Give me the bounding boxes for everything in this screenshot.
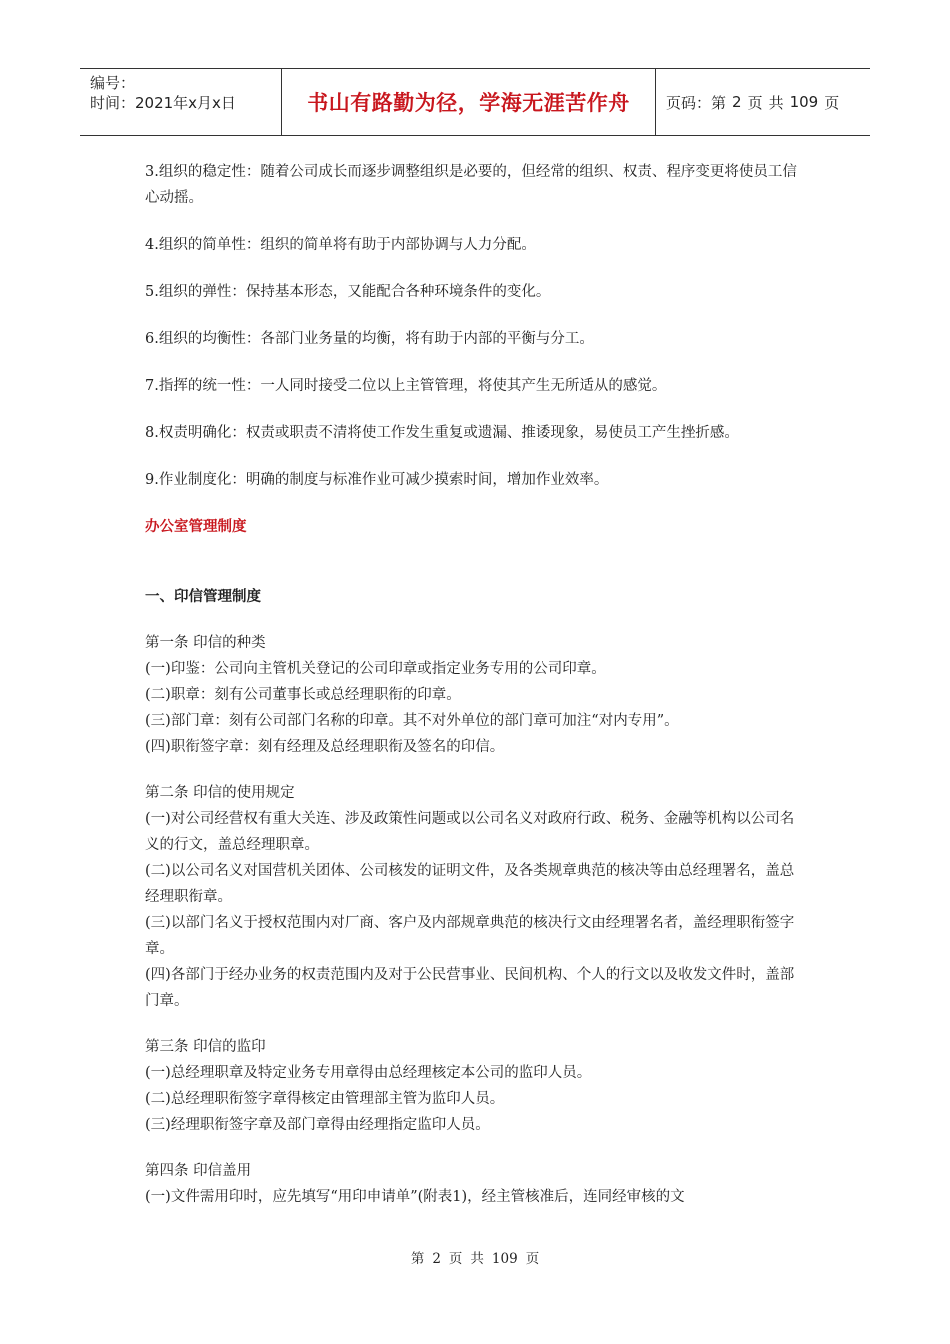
article-title: 第四条 印信盖用 bbox=[145, 1163, 252, 1179]
footer-page-total: 109 bbox=[491, 1251, 518, 1267]
footer-page-current: 2 bbox=[432, 1251, 441, 1267]
article-item: (三)以部门名义于授权范围内对厂商、客户及内部规章典范的核决行文由经理署名者，盖经理职衔签字章。 bbox=[145, 915, 795, 957]
page-info-total: 109 bbox=[789, 93, 819, 111]
article-item: (一)印鉴：公司向主管机关登记的公司印章或指定业务专用的公司印章。 bbox=[145, 661, 606, 677]
section-title: 一、印信管理制度 bbox=[145, 589, 261, 605]
article-item: (一)文件需用印时，应先填写“用印申请单”(附表1)，经主管核准后，连同经审核的文 bbox=[145, 1189, 685, 1205]
time-label: 时间：2021年x月x日 bbox=[90, 94, 236, 112]
article-title: 第二条 印信的使用规定 bbox=[145, 785, 295, 801]
article bbox=[145, 1158, 805, 1210]
page-info-text: 页码：第 bbox=[666, 93, 727, 112]
article-title: 第三条 印信的监印 bbox=[145, 1039, 266, 1055]
article-item: (二)总经理职衔签字章得核定由管理部主管为监印人员。 bbox=[145, 1091, 505, 1107]
article-item: (四)各部门于经办业务的权责范围内及对于公民营事业、民间机构、个人的行文以及收发文件时，盖部门章。 bbox=[145, 967, 795, 1009]
page-info-text: 共 bbox=[768, 93, 784, 112]
paragraph: 3.组织的稳定性：随着公司成长而逐步调整组织是必要的，但经常的组织、权责、程序变更将使员工信心动摇。 bbox=[145, 164, 797, 206]
number-label: 编号： bbox=[90, 74, 136, 92]
footer-text: 共 bbox=[470, 1251, 484, 1267]
article-item: (三)部门章：刻有公司部门名称的印章。其不对外单位的部门章可加注“对内专用”。 bbox=[145, 713, 679, 729]
page-footer bbox=[0, 1247, 950, 1267]
paragraph: 4.组织的简单性：组织的简单将有助于内部协调与人力分配。 bbox=[145, 237, 536, 253]
article bbox=[145, 630, 805, 760]
header-slogan: 书山有路勤为径，学海无涯苦作舟 bbox=[282, 69, 656, 135]
paragraph: 5.组织的弹性：保持基本形态，又能配合各种环境条件的变化。 bbox=[145, 284, 551, 300]
article bbox=[145, 1034, 805, 1138]
footer-text: 页 bbox=[448, 1251, 463, 1267]
article-item: (四)职衔签字章：刻有经理及总经理职衔及签名的印信。 bbox=[145, 739, 505, 755]
article-item: (二)职章：刻有公司董事长或总经理职衔的印章。 bbox=[145, 687, 461, 703]
article-item: (一)总经理职章及特定业务专用章得由总经理核定本公司的监印人员。 bbox=[145, 1065, 592, 1081]
red-section-title: 办公室管理制度 bbox=[145, 519, 247, 535]
document-body bbox=[145, 159, 805, 1210]
page-info-text: 页 bbox=[747, 93, 763, 112]
paragraph: 9.作业制度化：明确的制度与标准作业可减少摸索时间，增加作业效率。 bbox=[145, 472, 609, 488]
paragraph: 8.权责明确化：权责或职责不清将使工作发生重复或遗漏、推诿现象，易使员工产生挫折感。 bbox=[145, 425, 739, 441]
page-info-text: 页 bbox=[824, 93, 840, 112]
paragraph: 7.指挥的统一性：一人同时接受二位以上主管管理，将使其产生无所适从的感觉。 bbox=[145, 378, 667, 394]
header-meta bbox=[80, 69, 282, 135]
page-info-current: 2 bbox=[732, 93, 742, 111]
page-header bbox=[80, 68, 870, 136]
article-item: (一)对公司经营权有重大关连、涉及政策性问题或以公司名义对政府行政、税务、金融等机构以公司名义的行文，盖总经理职章。 bbox=[145, 811, 795, 853]
footer-text: 页 bbox=[525, 1251, 540, 1267]
footer-text: 第 bbox=[410, 1251, 425, 1267]
article-item: (三)经理职衔签字章及部门章得由经理指定监印人员。 bbox=[145, 1117, 490, 1133]
article-title: 第一条 印信的种类 bbox=[145, 635, 266, 651]
paragraph: 6.组织的均衡性：各部门业务量的均衡，将有助于内部的平衡与分工。 bbox=[145, 331, 594, 347]
header-page-info bbox=[656, 69, 870, 135]
article-item: (二)以公司名义对国营机关团体、公司核发的证明文件，及各类规章典范的核决等由总经理署名，盖总经理职衔章。 bbox=[145, 863, 795, 905]
article bbox=[145, 780, 805, 1014]
